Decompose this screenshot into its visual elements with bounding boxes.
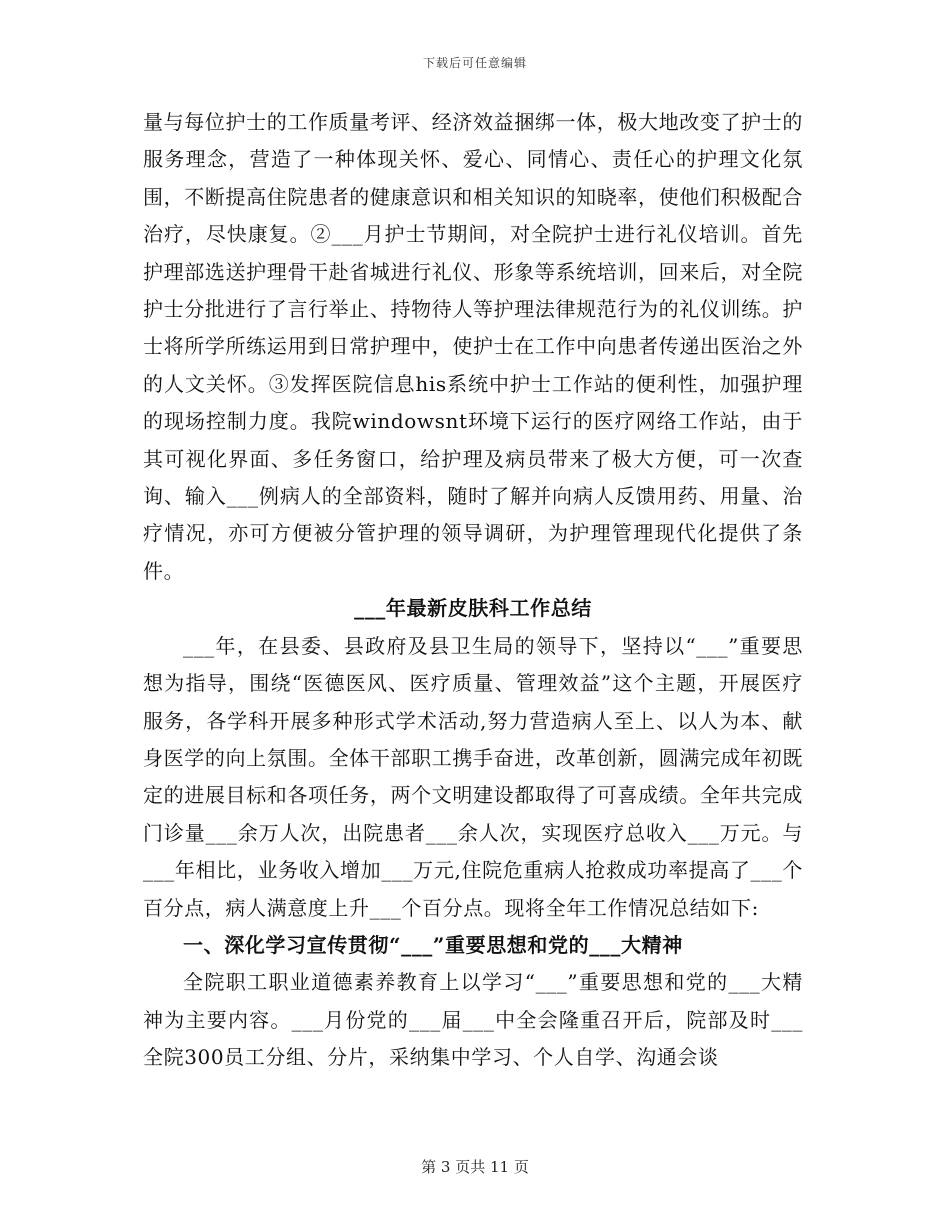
paragraph-continued: 量与每位护士的工作质量考评、经济效益捆绑一体，极大地改变了护士的服务理念，营造了一种体现关怀、爱心、同情心、责任心的护理文化氛围，不断提高住院患者的健康意识和相关知识的知晓率，使他们积极配合治疗，尽快康复。②___月护士节期间，对全院护士进行礼仪培训。首先护理部选送护理骨干赴省城进行礼仪、形象等系统培训，回来后，对全院护士分批进行了言行举止、持物待人等护理法律规范行为的礼仪训练。护士将所学所练运用到日常护理中，使护士在工作中向患者传递出医治之外的人文关怀。③发挥医院信息his系统中护士工作站的便利性，加强护理的现场控制力度。我院windowsnt环境下运行的医疗网络工作站，由于其可视化界面、多任务窗口，给护理及病员带来了极大方便，可一次查询、输入___例病人的全部资料，随时了解并向病人反馈用药、用量、治疗情况，亦可方便被分管护理的领导调研，为护理管理现代化提供了条件。: [143, 110, 803, 583]
paragraph-section-1: 全院职工职业道德素养教育上以学习“___”重要思想和党的___大精神为主要内容。___月份党的___届___中全会隆重召开后，院部及时___全院300员工分组、分片，采纳集中学习、个人自学、沟通会谈: [143, 970, 803, 1070]
header-note: 下载后可任意编辑: [422, 56, 527, 70]
paragraph-intro: ___年，在县委、县政府及县卫生局的领导下，坚持以“___”重要思想为指导，围绕“医德医风、医疗质量、管理效益”这个主题，开展医疗服务，各学科开展多种形式学术活动,努力营造病人至上、以人为本、献身医学的向上氛围。全体干部职工携手奋进，改革创新，圆满完成年初既定的进展目标和各项任务，两个文明建设都取得了可喜成绩。全年共完成门诊量___余万人次，出院患者___余人次，实现医疗总收入___万元。与___年相比，业务收入增加___万元,住院危重病人抢救成功率提高了___个百分点，病人满意度上升___个百分点。现将全年工作情况总结如下:: [143, 633, 803, 920]
document-body: [143, 104, 803, 1077]
document-title: ___年最新皮肤科工作总结: [354, 596, 592, 621]
section-heading-1: 一、深化学习宣传贯彻“___”重要思想和党的___大精神: [183, 932, 683, 957]
page-footer: 第 3 页共 11 页: [421, 1158, 529, 1176]
